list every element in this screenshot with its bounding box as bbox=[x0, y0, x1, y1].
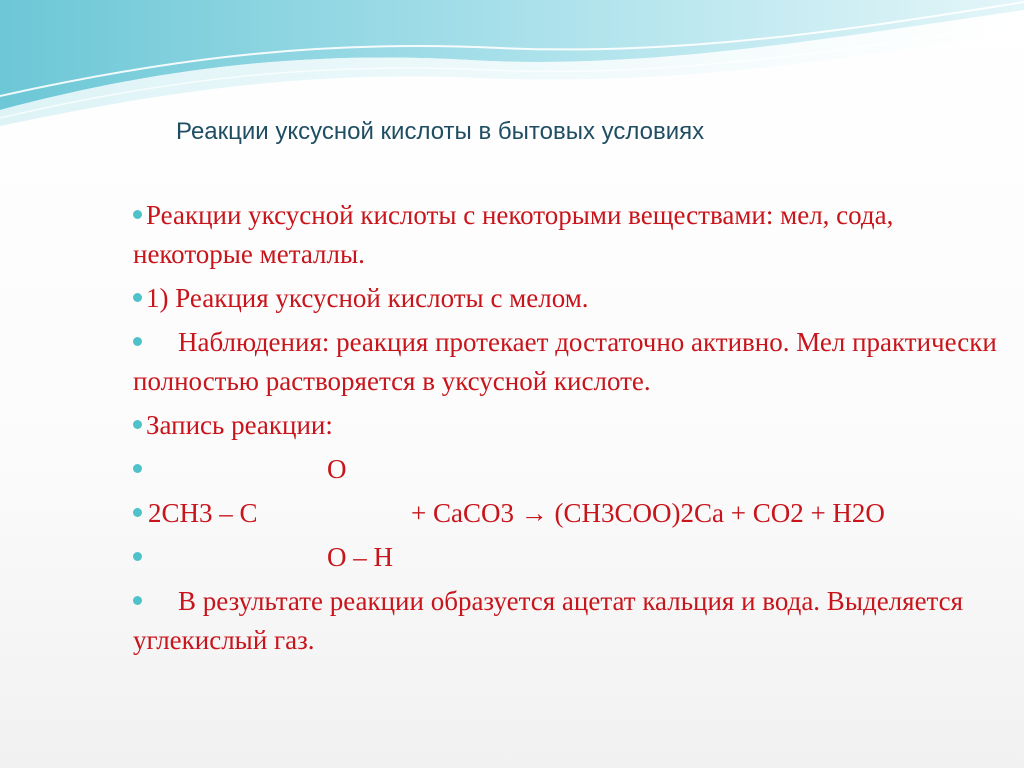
formula-bottom-hydroxyl: O – H bbox=[327, 542, 393, 572]
paragraph-substances bbox=[133, 196, 1003, 274]
slide-title: Реакции уксусной кислоты в бытовых условиях bbox=[176, 118, 705, 145]
paragraph-chalk-reaction bbox=[133, 279, 1003, 318]
bullet-icon bbox=[133, 420, 142, 429]
paragraph-text: В результате реакции образуется ацетат кальция и вода. Выделяется углекислый газ. bbox=[133, 586, 964, 655]
paragraph-observations bbox=[133, 323, 1003, 401]
formula-top-oxygen: O bbox=[327, 454, 347, 484]
formula-main-line bbox=[133, 494, 1003, 533]
formula-main-right: + CaCO3 → (CH3COO)2Ca + CO2 + H2O bbox=[411, 498, 885, 528]
paragraph-conclusion bbox=[133, 582, 1003, 660]
bullet-icon bbox=[133, 552, 142, 561]
formula-top-line bbox=[133, 450, 1003, 489]
bullet-icon bbox=[133, 508, 142, 517]
paragraph-reaction-record bbox=[133, 406, 1003, 445]
formula-main-left: 2CH3 – C bbox=[148, 498, 258, 528]
bullet-icon bbox=[133, 210, 142, 219]
paragraph-text: 1) Реакция уксусной кислоты с мелом. bbox=[146, 283, 589, 313]
paragraph-text: Запись реакции: bbox=[146, 410, 333, 440]
formula-bottom-line bbox=[133, 538, 1003, 577]
bullet-icon bbox=[133, 596, 142, 605]
decorative-wave-header bbox=[0, 0, 1024, 130]
bullet-icon bbox=[133, 293, 142, 302]
bullet-icon bbox=[133, 337, 142, 346]
paragraph-text: Реакции уксусной кислоты с некоторыми веществами: мел, сода, некоторые металлы. bbox=[133, 200, 894, 269]
bullet-icon bbox=[133, 464, 142, 473]
slide-content bbox=[133, 196, 1003, 665]
paragraph-text: Наблюдения: реакция протекает достаточно активно. Мел практически полностью растворяется в уксусной кислоте. bbox=[133, 327, 997, 396]
